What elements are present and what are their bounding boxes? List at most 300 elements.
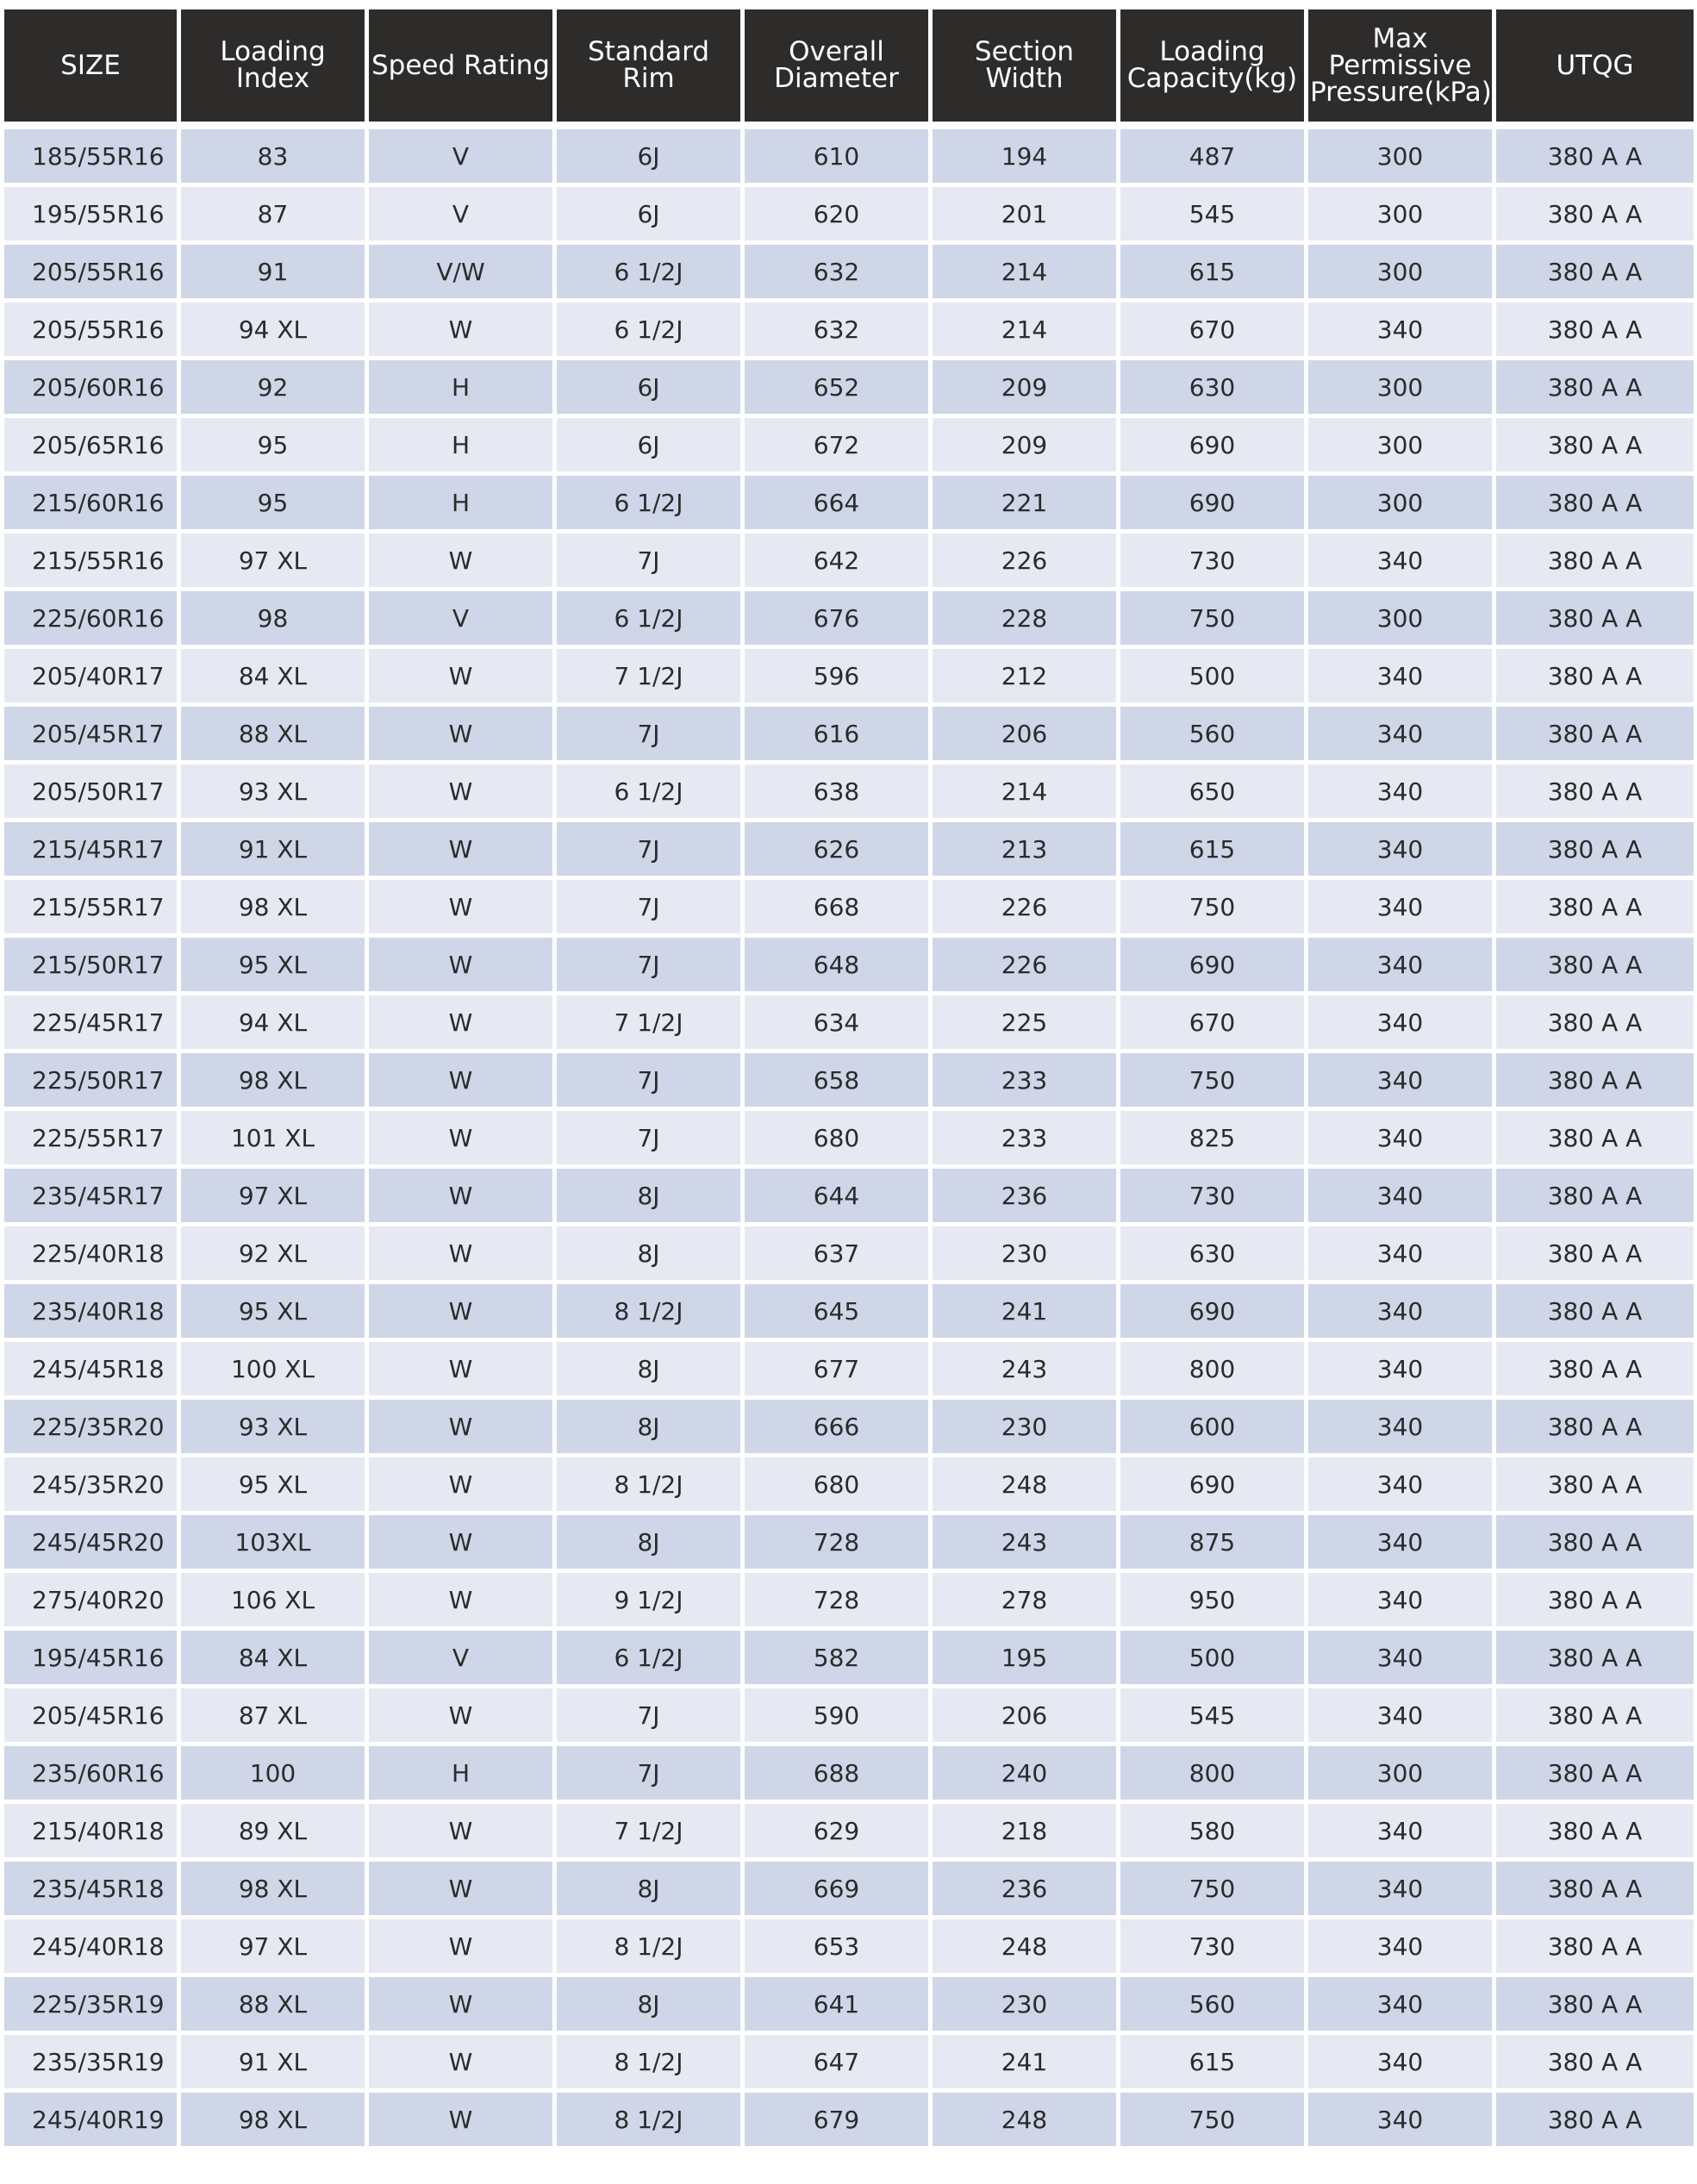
table-row	[4, 995, 1694, 1049]
cell-overall-diameter: 642	[745, 534, 928, 587]
cell-utqg: 380 A A	[1496, 1862, 1694, 1915]
cell-utqg: 380 A A	[1496, 1688, 1694, 1742]
cell-max-pressure: 340	[1308, 822, 1492, 876]
cell-overall-diameter: 652	[745, 360, 928, 414]
cell-section-width: 248	[933, 2093, 1116, 2146]
cell-speed-rating: W	[369, 1457, 552, 1511]
cell-loading-capacity: 800	[1120, 1342, 1304, 1395]
cell-loading-index: 101 XL	[181, 1111, 365, 1164]
cell-max-pressure: 300	[1308, 418, 1492, 471]
cell-section-width: 248	[933, 1457, 1116, 1511]
cell-standard-rim: 7 1/2J	[557, 1804, 740, 1857]
table-row	[4, 880, 1694, 933]
cell-utqg: 380 A A	[1496, 303, 1694, 356]
cell-max-pressure: 340	[1308, 1804, 1492, 1857]
cell-loading-capacity: 690	[1120, 476, 1304, 529]
cell-loading-capacity: 650	[1120, 764, 1304, 818]
cell-size: 215/45R17	[4, 822, 177, 876]
table-row	[4, 1746, 1694, 1800]
cell-overall-diameter: 677	[745, 1342, 928, 1395]
cell-speed-rating: W	[369, 1169, 552, 1222]
cell-max-pressure: 340	[1308, 1342, 1492, 1395]
cell-max-pressure: 340	[1308, 1919, 1492, 1973]
cell-utqg: 380 A A	[1496, 1342, 1694, 1395]
cell-speed-rating: H	[369, 476, 552, 529]
cell-section-width: 236	[933, 1862, 1116, 1915]
table-row	[4, 1284, 1694, 1338]
cell-speed-rating: W	[369, 938, 552, 991]
cell-standard-rim: 7J	[557, 938, 740, 991]
cell-overall-diameter: 632	[745, 245, 928, 298]
cell-size: 225/50R17	[4, 1053, 177, 1107]
cell-standard-rim: 9 1/2J	[557, 1573, 740, 1626]
cell-size: 275/40R20	[4, 1573, 177, 1626]
cell-max-pressure: 300	[1308, 360, 1492, 414]
cell-standard-rim: 7 1/2J	[557, 995, 740, 1049]
cell-size: 205/45R17	[4, 707, 177, 760]
cell-utqg: 380 A A	[1496, 1919, 1694, 1973]
cell-section-width: 236	[933, 1169, 1116, 1222]
cell-speed-rating: W	[369, 764, 552, 818]
cell-utqg: 380 A A	[1496, 1977, 1694, 2031]
cell-loading-index: 106 XL	[181, 1573, 365, 1626]
table-row	[4, 1111, 1694, 1164]
cell-overall-diameter: 669	[745, 1862, 928, 1915]
column-header-standard-rim: Standard Rim	[557, 9, 740, 122]
cell-standard-rim: 7J	[557, 822, 740, 876]
cell-size: 215/50R17	[4, 938, 177, 991]
cell-standard-rim: 7J	[557, 880, 740, 933]
cell-overall-diameter: 644	[745, 1169, 928, 1222]
cell-size: 225/35R20	[4, 1400, 177, 1453]
cell-size: 245/45R18	[4, 1342, 177, 1395]
table-row	[4, 126, 1694, 183]
cell-overall-diameter: 668	[745, 880, 928, 933]
table-row	[4, 938, 1694, 991]
cell-speed-rating: W	[369, 2035, 552, 2088]
cell-loading-capacity: 560	[1120, 707, 1304, 760]
cell-section-width: 206	[933, 707, 1116, 760]
cell-size: 215/40R18	[4, 1804, 177, 1857]
cell-utqg: 380 A A	[1496, 649, 1694, 702]
cell-section-width: 214	[933, 245, 1116, 298]
cell-max-pressure: 300	[1308, 1746, 1492, 1800]
cell-standard-rim: 8J	[557, 1862, 740, 1915]
cell-loading-index: 95 XL	[181, 1457, 365, 1511]
cell-utqg: 380 A A	[1496, 187, 1694, 240]
cell-section-width: 243	[933, 1342, 1116, 1395]
cell-size: 215/60R16	[4, 476, 177, 529]
cell-standard-rim: 7J	[557, 707, 740, 760]
cell-loading-index: 98 XL	[181, 880, 365, 933]
cell-overall-diameter: 653	[745, 1919, 928, 1973]
cell-utqg: 380 A A	[1496, 1226, 1694, 1280]
cell-speed-rating: V	[369, 187, 552, 240]
cell-speed-rating: W	[369, 1342, 552, 1395]
cell-standard-rim: 7J	[557, 1111, 740, 1164]
cell-loading-index: 97 XL	[181, 1919, 365, 1973]
cell-loading-capacity: 950	[1120, 1573, 1304, 1626]
cell-loading-index: 92 XL	[181, 1226, 365, 1280]
cell-utqg: 380 A A	[1496, 938, 1694, 991]
cell-utqg: 380 A A	[1496, 2093, 1694, 2146]
cell-section-width: 221	[933, 476, 1116, 529]
cell-overall-diameter: 634	[745, 995, 928, 1049]
cell-size: 235/40R18	[4, 1284, 177, 1338]
cell-size: 235/45R18	[4, 1862, 177, 1915]
cell-standard-rim: 8 1/2J	[557, 1284, 740, 1338]
cell-section-width: 225	[933, 995, 1116, 1049]
column-header-utqg: UTQG	[1496, 9, 1694, 122]
cell-loading-index: 98 XL	[181, 1053, 365, 1107]
cell-max-pressure: 340	[1308, 303, 1492, 356]
cell-speed-rating: W	[369, 1977, 552, 2031]
column-header-loading-capacity: Loading Capacity(kg)	[1120, 9, 1304, 122]
table-row	[4, 2035, 1694, 2088]
cell-section-width: 241	[933, 2035, 1116, 2088]
cell-speed-rating: W	[369, 1515, 552, 1569]
column-header-overall-diameter: Overall Diameter	[745, 9, 928, 122]
cell-speed-rating: W	[369, 1688, 552, 1742]
cell-max-pressure: 340	[1308, 1573, 1492, 1626]
cell-loading-index: 95	[181, 476, 365, 529]
cell-size: 205/55R16	[4, 303, 177, 356]
cell-loading-index: 95 XL	[181, 1284, 365, 1338]
cell-loading-capacity: 730	[1120, 1919, 1304, 1973]
cell-loading-index: 98	[181, 591, 365, 645]
column-header-size: SIZE	[4, 9, 177, 122]
cell-section-width: 201	[933, 187, 1116, 240]
cell-size: 205/50R17	[4, 764, 177, 818]
table-row	[4, 1862, 1694, 1915]
cell-speed-rating: W	[369, 995, 552, 1049]
cell-max-pressure: 340	[1308, 938, 1492, 991]
cell-max-pressure: 340	[1308, 1631, 1492, 1684]
cell-utqg: 380 A A	[1496, 1457, 1694, 1511]
cell-max-pressure: 340	[1308, 2093, 1492, 2146]
cell-speed-rating: H	[369, 1746, 552, 1800]
cell-size: 235/45R17	[4, 1169, 177, 1222]
table-row	[4, 534, 1694, 587]
cell-max-pressure: 340	[1308, 1169, 1492, 1222]
cell-section-width: 226	[933, 938, 1116, 991]
cell-overall-diameter: 638	[745, 764, 928, 818]
cell-section-width: 278	[933, 1573, 1116, 1626]
cell-size: 185/55R16	[4, 126, 177, 183]
cell-speed-rating: W	[369, 649, 552, 702]
cell-overall-diameter: 676	[745, 591, 928, 645]
cell-loading-index: 100	[181, 1746, 365, 1800]
cell-loading-index: 84 XL	[181, 1631, 365, 1684]
cell-overall-diameter: 582	[745, 1631, 928, 1684]
cell-size: 205/45R16	[4, 1688, 177, 1742]
cell-loading-capacity: 750	[1120, 1862, 1304, 1915]
cell-max-pressure: 300	[1308, 187, 1492, 240]
cell-standard-rim: 8J	[557, 1169, 740, 1222]
cell-loading-capacity: 750	[1120, 1053, 1304, 1107]
cell-speed-rating: W	[369, 1053, 552, 1107]
cell-loading-capacity: 750	[1120, 880, 1304, 933]
cell-loading-capacity: 690	[1120, 1284, 1304, 1338]
cell-overall-diameter: 679	[745, 2093, 928, 2146]
cell-loading-capacity: 800	[1120, 1746, 1304, 1800]
cell-standard-rim: 7J	[557, 1053, 740, 1107]
cell-size: 245/35R20	[4, 1457, 177, 1511]
cell-size: 205/55R16	[4, 245, 177, 298]
cell-speed-rating: W	[369, 1284, 552, 1338]
cell-utqg: 380 A A	[1496, 822, 1694, 876]
table-row	[4, 1688, 1694, 1742]
table-header-row	[4, 9, 1694, 122]
cell-overall-diameter: 616	[745, 707, 928, 760]
cell-size: 205/40R17	[4, 649, 177, 702]
cell-size: 215/55R16	[4, 534, 177, 587]
cell-section-width: 233	[933, 1053, 1116, 1107]
cell-overall-diameter: 610	[745, 126, 928, 183]
cell-loading-index: 97 XL	[181, 534, 365, 587]
cell-standard-rim: 8 1/2J	[557, 2093, 740, 2146]
cell-max-pressure: 340	[1308, 1688, 1492, 1742]
cell-utqg: 380 A A	[1496, 1631, 1694, 1684]
cell-max-pressure: 300	[1308, 476, 1492, 529]
table-row	[4, 649, 1694, 702]
cell-standard-rim: 6 1/2J	[557, 1631, 740, 1684]
table-row	[4, 1919, 1694, 1973]
cell-standard-rim: 7J	[557, 534, 740, 587]
cell-overall-diameter: 680	[745, 1111, 928, 1164]
cell-standard-rim: 8J	[557, 1342, 740, 1395]
cell-loading-capacity: 690	[1120, 1457, 1304, 1511]
cell-speed-rating: V	[369, 1631, 552, 1684]
cell-size: 245/40R19	[4, 2093, 177, 2146]
cell-overall-diameter: 637	[745, 1226, 928, 1280]
cell-utqg: 380 A A	[1496, 126, 1694, 183]
cell-speed-rating: W	[369, 2093, 552, 2146]
table-row	[4, 1631, 1694, 1684]
cell-loading-index: 87	[181, 187, 365, 240]
cell-loading-capacity: 730	[1120, 1169, 1304, 1222]
cell-utqg: 380 A A	[1496, 1746, 1694, 1800]
cell-max-pressure: 340	[1308, 880, 1492, 933]
table-row	[4, 822, 1694, 876]
cell-overall-diameter: 596	[745, 649, 928, 702]
cell-standard-rim: 6 1/2J	[557, 303, 740, 356]
cell-loading-capacity: 630	[1120, 1226, 1304, 1280]
cell-loading-index: 87 XL	[181, 1688, 365, 1742]
cell-utqg: 380 A A	[1496, 476, 1694, 529]
cell-speed-rating: W	[369, 707, 552, 760]
table-row	[4, 707, 1694, 760]
cell-section-width: 248	[933, 1919, 1116, 1973]
cell-utqg: 380 A A	[1496, 534, 1694, 587]
cell-section-width: 243	[933, 1515, 1116, 1569]
cell-loading-capacity: 670	[1120, 995, 1304, 1049]
cell-utqg: 380 A A	[1496, 1169, 1694, 1222]
cell-standard-rim: 6 1/2J	[557, 591, 740, 645]
table-row	[4, 1977, 1694, 2031]
cell-utqg: 380 A A	[1496, 995, 1694, 1049]
cell-utqg: 380 A A	[1496, 1573, 1694, 1626]
cell-section-width: 194	[933, 126, 1116, 183]
cell-speed-rating: W	[369, 1862, 552, 1915]
cell-size: 225/40R18	[4, 1226, 177, 1280]
cell-size: 215/55R17	[4, 880, 177, 933]
cell-section-width: 228	[933, 591, 1116, 645]
cell-section-width: 241	[933, 1284, 1116, 1338]
cell-utqg: 380 A A	[1496, 1804, 1694, 1857]
cell-max-pressure: 340	[1308, 1111, 1492, 1164]
cell-utqg: 380 A A	[1496, 418, 1694, 471]
cell-loading-capacity: 580	[1120, 1804, 1304, 1857]
cell-size: 225/60R16	[4, 591, 177, 645]
cell-section-width: 209	[933, 360, 1116, 414]
cell-loading-capacity: 545	[1120, 187, 1304, 240]
cell-loading-index: 91 XL	[181, 2035, 365, 2088]
column-header-loading-index: Loading Index	[181, 9, 365, 122]
cell-section-width: 230	[933, 1400, 1116, 1453]
tire-spec-table	[0, 5, 1697, 2150]
cell-overall-diameter: 626	[745, 822, 928, 876]
cell-utqg: 380 A A	[1496, 1400, 1694, 1453]
cell-section-width: 230	[933, 1977, 1116, 2031]
cell-overall-diameter: 632	[745, 303, 928, 356]
cell-utqg: 380 A A	[1496, 1284, 1694, 1338]
cell-section-width: 214	[933, 764, 1116, 818]
cell-standard-rim: 8J	[557, 1515, 740, 1569]
cell-max-pressure: 340	[1308, 1977, 1492, 2031]
table-row	[4, 591, 1694, 645]
cell-loading-index: 98 XL	[181, 1862, 365, 1915]
cell-standard-rim: 6 1/2J	[557, 245, 740, 298]
cell-loading-index: 94 XL	[181, 995, 365, 1049]
cell-max-pressure: 300	[1308, 245, 1492, 298]
cell-loading-index: 91 XL	[181, 822, 365, 876]
cell-standard-rim: 7 1/2J	[557, 649, 740, 702]
cell-speed-rating: W	[369, 1919, 552, 1973]
cell-section-width: 209	[933, 418, 1116, 471]
table-row	[4, 418, 1694, 471]
cell-utqg: 380 A A	[1496, 764, 1694, 818]
cell-max-pressure: 340	[1308, 2035, 1492, 2088]
cell-overall-diameter: 645	[745, 1284, 928, 1338]
cell-overall-diameter: 680	[745, 1457, 928, 1511]
cell-speed-rating: H	[369, 360, 552, 414]
cell-section-width: 226	[933, 880, 1116, 933]
table-row	[4, 2093, 1694, 2146]
cell-standard-rim: 6J	[557, 187, 740, 240]
cell-loading-capacity: 750	[1120, 591, 1304, 645]
table-body	[4, 126, 1694, 2146]
table-row	[4, 1457, 1694, 1511]
cell-overall-diameter: 664	[745, 476, 928, 529]
cell-loading-capacity: 690	[1120, 418, 1304, 471]
cell-loading-index: 95 XL	[181, 938, 365, 991]
cell-size: 205/60R16	[4, 360, 177, 414]
cell-section-width: 213	[933, 822, 1116, 876]
table-row	[4, 303, 1694, 356]
cell-speed-rating: V	[369, 591, 552, 645]
cell-overall-diameter: 590	[745, 1688, 928, 1742]
cell-overall-diameter: 672	[745, 418, 928, 471]
table-row	[4, 764, 1694, 818]
cell-loading-capacity: 875	[1120, 1515, 1304, 1569]
cell-overall-diameter: 629	[745, 1804, 928, 1857]
cell-max-pressure: 340	[1308, 995, 1492, 1049]
cell-loading-capacity: 615	[1120, 822, 1304, 876]
cell-max-pressure: 340	[1308, 1400, 1492, 1453]
cell-utqg: 380 A A	[1496, 1111, 1694, 1164]
cell-section-width: 233	[933, 1111, 1116, 1164]
cell-overall-diameter: 666	[745, 1400, 928, 1453]
cell-speed-rating: W	[369, 1226, 552, 1280]
cell-overall-diameter: 648	[745, 938, 928, 991]
cell-loading-index: 94 XL	[181, 303, 365, 356]
cell-loading-capacity: 750	[1120, 2093, 1304, 2146]
cell-speed-rating: W	[369, 534, 552, 587]
cell-standard-rim: 7J	[557, 1688, 740, 1742]
cell-loading-capacity: 630	[1120, 360, 1304, 414]
table-row	[4, 360, 1694, 414]
table-row	[4, 1804, 1694, 1857]
cell-utqg: 380 A A	[1496, 1515, 1694, 1569]
cell-speed-rating: W	[369, 1400, 552, 1453]
cell-utqg: 380 A A	[1496, 707, 1694, 760]
cell-max-pressure: 340	[1308, 1226, 1492, 1280]
cell-utqg: 380 A A	[1496, 245, 1694, 298]
cell-utqg: 380 A A	[1496, 591, 1694, 645]
cell-loading-index: 84 XL	[181, 649, 365, 702]
cell-section-width: 195	[933, 1631, 1116, 1684]
table-row	[4, 187, 1694, 240]
cell-loading-index: 103XL	[181, 1515, 365, 1569]
table-row	[4, 1053, 1694, 1107]
cell-standard-rim: 8J	[557, 1226, 740, 1280]
table-row	[4, 1515, 1694, 1569]
table-row	[4, 476, 1694, 529]
cell-loading-capacity: 615	[1120, 245, 1304, 298]
cell-speed-rating: W	[369, 1573, 552, 1626]
cell-loading-index: 100 XL	[181, 1342, 365, 1395]
cell-max-pressure: 340	[1308, 1515, 1492, 1569]
cell-loading-capacity: 545	[1120, 1688, 1304, 1742]
cell-overall-diameter: 658	[745, 1053, 928, 1107]
cell-size: 225/55R17	[4, 1111, 177, 1164]
cell-max-pressure: 340	[1308, 1862, 1492, 1915]
table-row	[4, 1342, 1694, 1395]
cell-section-width: 218	[933, 1804, 1116, 1857]
cell-loading-index: 95	[181, 418, 365, 471]
cell-speed-rating: W	[369, 303, 552, 356]
cell-max-pressure: 340	[1308, 1457, 1492, 1511]
cell-loading-index: 93 XL	[181, 1400, 365, 1453]
cell-max-pressure: 300	[1308, 591, 1492, 645]
cell-size: 245/40R18	[4, 1919, 177, 1973]
cell-size: 235/35R19	[4, 2035, 177, 2088]
table-row	[4, 1226, 1694, 1280]
cell-overall-diameter: 728	[745, 1573, 928, 1626]
cell-utqg: 380 A A	[1496, 2035, 1694, 2088]
table-row	[4, 1169, 1694, 1222]
cell-loading-capacity: 690	[1120, 938, 1304, 991]
cell-overall-diameter: 647	[745, 2035, 928, 2088]
cell-max-pressure: 300	[1308, 126, 1492, 183]
cell-section-width: 226	[933, 534, 1116, 587]
cell-speed-rating: W	[369, 1804, 552, 1857]
cell-loading-index: 97 XL	[181, 1169, 365, 1222]
cell-utqg: 380 A A	[1496, 880, 1694, 933]
cell-overall-diameter: 688	[745, 1746, 928, 1800]
cell-speed-rating: W	[369, 1111, 552, 1164]
